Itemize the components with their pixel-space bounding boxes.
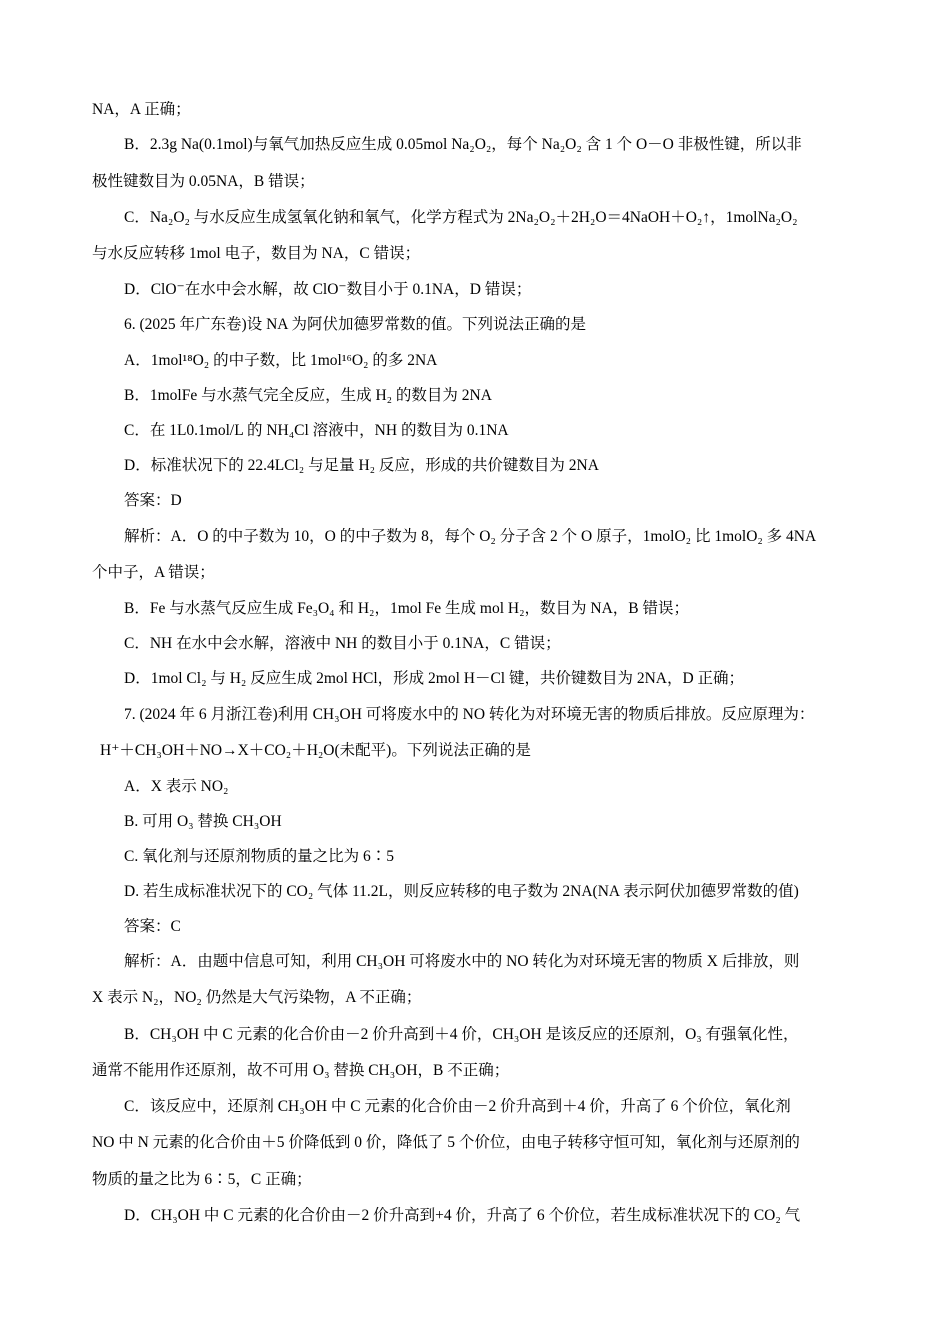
text-line: 解析：A．O 的中子数为 10，O 的中子数为 8，每个 O₂ 分子含 2 个 O 原子，1molO₂ 比 1molO₂ 多 4NA (124, 528, 817, 545)
option-c: C．在 1L0.1mol/L 的 NH₄Cl 溶液中，NH 的数目为 0.1NA (124, 422, 509, 439)
option-b: B. 可用 O₃ 替换 CH₃OH (124, 813, 282, 830)
option-d: D. 若生成标准状况下的 CO₂ 气体 11.2L，则反应转移的电子数为 2NA(NA 表示阿伏加德罗常数的值) (124, 883, 799, 900)
text-line: B．Fe 与水蒸气反应生成 Fe₃O₄ 和 H₂，1mol Fe 生成 mol H₂，数目为 NA，B 错误； (124, 600, 689, 617)
text-line: C．Na₂O₂ 与水反应生成氢氧化钠和氧气，化学方程式为 2Na₂O₂＋2H₂O＝4NaOH＋O₂↑，1molNa₂O₂ (124, 209, 798, 226)
option-d: D．标准状况下的 22.4LCl₂ 与足量 H₂ 反应，形成的共价键数目为 2NA (124, 457, 599, 474)
text-line: X 表示 N₂，NO₂ 仍然是大气污染物，A 不正确； (92, 989, 422, 1006)
answer-line: 答案：C (124, 918, 181, 935)
answer-line: 答案：D (124, 492, 182, 509)
text-line: 物质的量之比为 6∶5，C 正确； (92, 1171, 312, 1188)
text-line: 个中子，A 错误； (92, 564, 215, 581)
text-line: D．ClO⁻在水中会水解，故 ClO⁻数目小于 0.1NA，D 错误； (124, 281, 532, 298)
text-line: NO 中 N 元素的化合价由＋5 价降低到 0 价，降低了 5 个价位，由电子转移守恒可知，氧化剂与还原剂的 (92, 1134, 800, 1151)
text-line: 极性键数目为 0.05NA，B 错误； (92, 173, 315, 190)
option-c: C. 氧化剂与还原剂物质的量之比为 6∶5 (124, 848, 394, 865)
option-b: B．1molFe 与水蒸气完全反应，生成 H₂ 的数目为 2NA (124, 387, 492, 404)
text-line: B．2.3g Na(0.1mol)与氧气加热反应生成 0.05mol Na₂O₂，每个 Na₂O₂ 含 1 个 O－O 非极性键，所以非 (124, 136, 802, 153)
question-heading: 7. (2024 年 6 月浙江卷)利用 CH₃OH 可将废水中的 NO 转化为对环境无害的物质后排放。反应原理为： (124, 706, 815, 723)
option-a: A．X 表示 NO₂ (124, 778, 229, 795)
text-line: C．NH 在水中会水解，溶液中 NH 的数目小于 0.1NA，C 错误； (124, 635, 561, 652)
text-line: B．CH₃OH 中 C 元素的化合价由－2 价升高到＋4 价，CH₃OH 是该反应的还原剂，O₃ 有强氧化性， (124, 1026, 799, 1043)
question-heading: 6. (2025 年广东卷)设 NA 为阿伏加德罗常数的值。下列说法正确的是 (124, 316, 586, 333)
text-line: C．该反应中，还原剂 CH₃OH 中 C 元素的化合价由－2 价升高到＋4 价，升高了 6 个价位，氧化剂 (124, 1098, 791, 1115)
option-a: A．1mol¹⁸O₂ 的中子数，比 1mol¹⁶O₂ 的多 2NA (124, 352, 438, 369)
text-line: D．1mol Cl₂ 与 H₂ 反应生成 2mol HCl，形成 2mol H－Cl 键，共价键数目为 2NA，D 正确； (124, 670, 745, 687)
text-line: 与水反应转移 1mol 电子，数目为 NA，C 错误； (92, 245, 421, 262)
text-line: D．CH₃OH 中 C 元素的化合价由－2 价升高到+4 价，升高了 6 个价位，若生成标准状况下的 CO₂ 气 (124, 1207, 801, 1224)
text-line: NA，A 正确； (92, 101, 191, 118)
text-line: 解析：A．由题中信息可知，利用 CH₃OH 可将废水中的 NO 转化为对环境无害的物质 X 后排放，则 (124, 953, 800, 970)
text-line: H⁺＋CH₃OH＋NO→X＋CO₂＋H₂O(未配平)。下列说法正确的是 (100, 742, 531, 759)
text-line: 通常不能用作还原剂，故不可用 O₃ 替换 CH₃OH，B 不正确； (92, 1062, 510, 1079)
